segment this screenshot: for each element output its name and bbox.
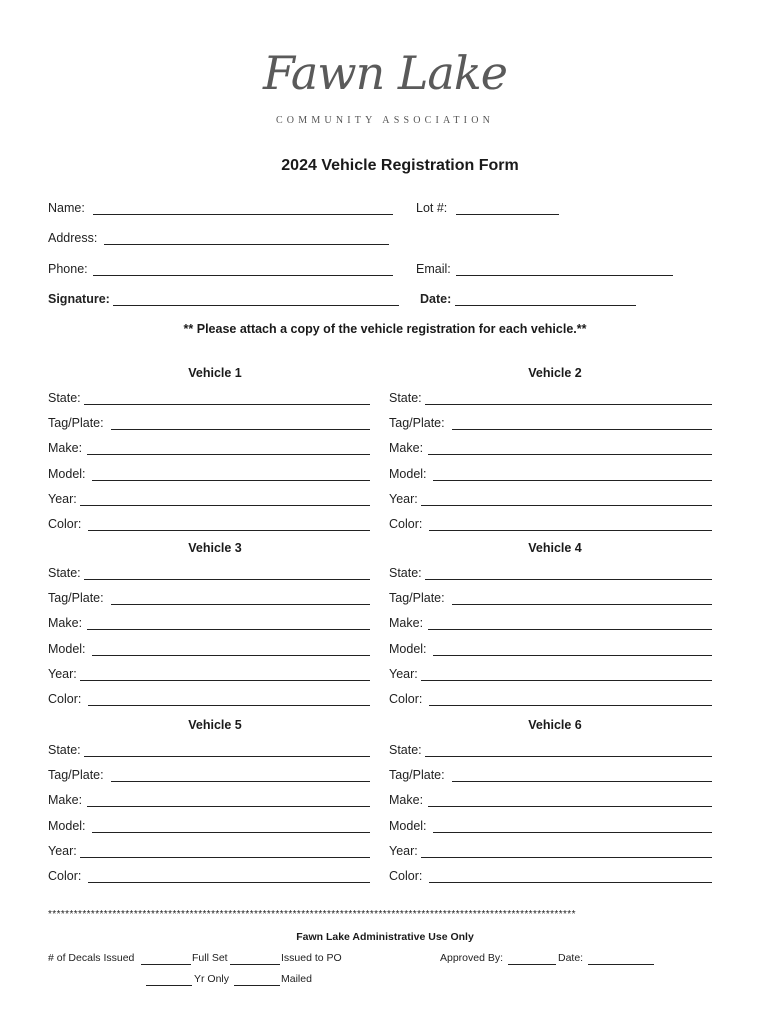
vehicle-5-model-label: Model: [48,818,86,833]
vehicle-4-state-label: State: [389,566,422,580]
signature-field[interactable] [113,305,399,306]
vehicle-4-model-label: Model: [389,641,427,656]
vehicle-5-year-label: Year: [48,843,77,858]
vehicle-6-year-label: Year: [389,843,418,858]
vehicle-4-model-field[interactable] [433,655,712,656]
vehicle-2-heading: Vehicle 2 [528,366,582,380]
vehicle-1-make-label: Make: [48,441,83,456]
vehicle-6-model-label: Model: [389,818,427,833]
phone-label: Phone: [48,262,88,276]
vehicle-4-make-label: Make: [389,616,424,631]
vehicle-1-year-field[interactable] [80,505,370,506]
vehicle-3-year-field[interactable] [80,680,370,681]
vehicle-2-color-field[interactable] [429,530,712,531]
decals-issued-label: # of Decals Issued [48,952,135,964]
vehicle-2-color-label: Color: [389,517,423,531]
vehicle-6-color-field[interactable] [429,882,712,883]
vehicle-1-color-label: Color: [48,517,82,531]
vehicle-3-model-label: Model: [48,641,86,656]
vehicle-5-state-field[interactable] [84,756,370,757]
vehicle-6-heading: Vehicle 6 [528,718,582,732]
vehicle-6-model-field[interactable] [433,832,712,833]
mailed-field[interactable] [234,985,280,986]
attach-note: ** Please attach a copy of the vehicle registration for each vehicle.** [183,322,587,336]
logo-subtitle: COMMUNITY ASSOCIATION [275,115,495,126]
lot-field[interactable] [456,214,559,215]
vehicle-1-tag-field[interactable] [111,429,370,430]
phone-field[interactable] [93,275,393,276]
mailed-label: Mailed [281,973,312,985]
email-field[interactable] [456,275,673,276]
admin-date-field[interactable] [588,964,654,965]
vehicle-1-make-field[interactable] [87,454,370,455]
vehicle-6-color-label: Color: [389,869,423,883]
vehicle-4-make-field[interactable] [428,629,712,630]
vehicle-4-tag-field[interactable] [452,604,712,605]
yr-only-field[interactable] [146,985,192,986]
vehicle-2-tag-field[interactable] [452,429,712,430]
vehicle-5-make-field[interactable] [87,806,370,807]
vehicle-1-model-label: Model: [48,466,86,481]
vehicle-2-state-label: State: [389,391,422,405]
vehicle-5-heading: Vehicle 5 [188,718,242,732]
vehicle-3-make-field[interactable] [87,629,370,630]
form-title: 2024 Vehicle Registration Form [281,157,519,174]
vehicle-3-tag-field[interactable] [111,604,370,605]
vehicle-4-year-field[interactable] [421,680,712,681]
vehicle-5-make-label: Make: [48,793,83,808]
vehicle-1-model-field[interactable] [92,480,370,481]
vehicle-1-color-field[interactable] [88,530,370,531]
vehicle-2-year-label: Year: [389,491,418,506]
vehicle-3-state-field[interactable] [84,579,370,580]
vehicle-6-make-field[interactable] [428,806,712,807]
vehicle-6-state-field[interactable] [425,756,712,757]
vehicle-5-state-label: State: [48,743,81,757]
signature-label: Signature: [48,292,110,306]
vehicle-4-state-field[interactable] [425,579,712,580]
vehicle-5-color-field[interactable] [88,882,370,883]
vehicle-1-heading: Vehicle 1 [188,366,242,380]
address-field[interactable] [104,244,389,245]
vehicle-3-color-field[interactable] [88,705,370,706]
vehicle-5-year-field[interactable] [80,857,370,858]
vehicle-6-state-label: State: [389,743,422,757]
vehicle-1-year-label: Year: [48,491,77,506]
vehicle-6-tag-label: Tag/Plate: [389,768,445,783]
vehicle-6-make-label: Make: [389,793,424,808]
issued-po-label: Issued to PO [281,952,342,964]
vehicle-2-state-field[interactable] [425,404,712,405]
vehicle-2-make-label: Make: [389,441,424,456]
vehicle-6-year-field[interactable] [421,857,712,858]
admin-date-label: Date: [558,952,584,964]
admin-title: Fawn Lake Administrative Use Only [296,931,474,943]
vehicle-5-tag-field[interactable] [111,781,370,782]
vehicle-3-heading: Vehicle 3 [188,541,242,555]
vehicle-3-model-field[interactable] [92,655,370,656]
full-set-field[interactable] [230,964,280,965]
decals-issued-field[interactable] [141,964,191,965]
email-label: Email: [416,262,451,276]
approved-by-field[interactable] [508,964,556,965]
date-field[interactable] [455,305,636,306]
vehicle-2-model-label: Model: [389,466,427,481]
vehicle-6-tag-field[interactable] [452,781,712,782]
name-field[interactable] [93,214,393,215]
vehicle-1-tag-label: Tag/Plate: [48,416,104,431]
vehicle-3-color-label: Color: [48,692,82,706]
vehicle-5-model-field[interactable] [92,832,370,833]
vehicle-2-model-field[interactable] [433,480,712,481]
fawn-lake-logo: Fawn Lake [263,46,507,100]
vehicle-1-state-label: State: [48,391,81,405]
vehicle-5-color-label: Color: [48,869,82,883]
vehicle-3-year-label: Year: [48,666,77,681]
separator-stars: *************************************************************************************************************************** [48,909,576,920]
vehicle-5-tag-label: Tag/Plate: [48,768,104,783]
vehicle-4-color-label: Color: [389,692,423,706]
yr-only-label: Yr Only [194,973,230,985]
address-label: Address: [48,231,98,245]
vehicle-4-heading: Vehicle 4 [528,541,582,555]
lot-label: Lot #: [416,201,448,215]
vehicle-2-tag-label: Tag/Plate: [389,416,445,431]
vehicle-2-make-field[interactable] [428,454,712,455]
vehicle-3-state-label: State: [48,566,81,580]
approved-by-label: Approved By: [440,952,504,964]
vehicle-3-make-label: Make: [48,616,83,631]
date-label: Date: [420,292,452,306]
vehicle-4-tag-label: Tag/Plate: [389,591,445,606]
vehicle-2-year-field[interactable] [421,505,712,506]
full-set-label: Full Set [192,952,228,964]
vehicle-4-year-label: Year: [389,666,418,681]
vehicle-4-color-field[interactable] [429,705,712,706]
name-label: Name: [48,201,85,215]
vehicle-3-tag-label: Tag/Plate: [48,591,104,606]
vehicle-1-state-field[interactable] [84,404,370,405]
